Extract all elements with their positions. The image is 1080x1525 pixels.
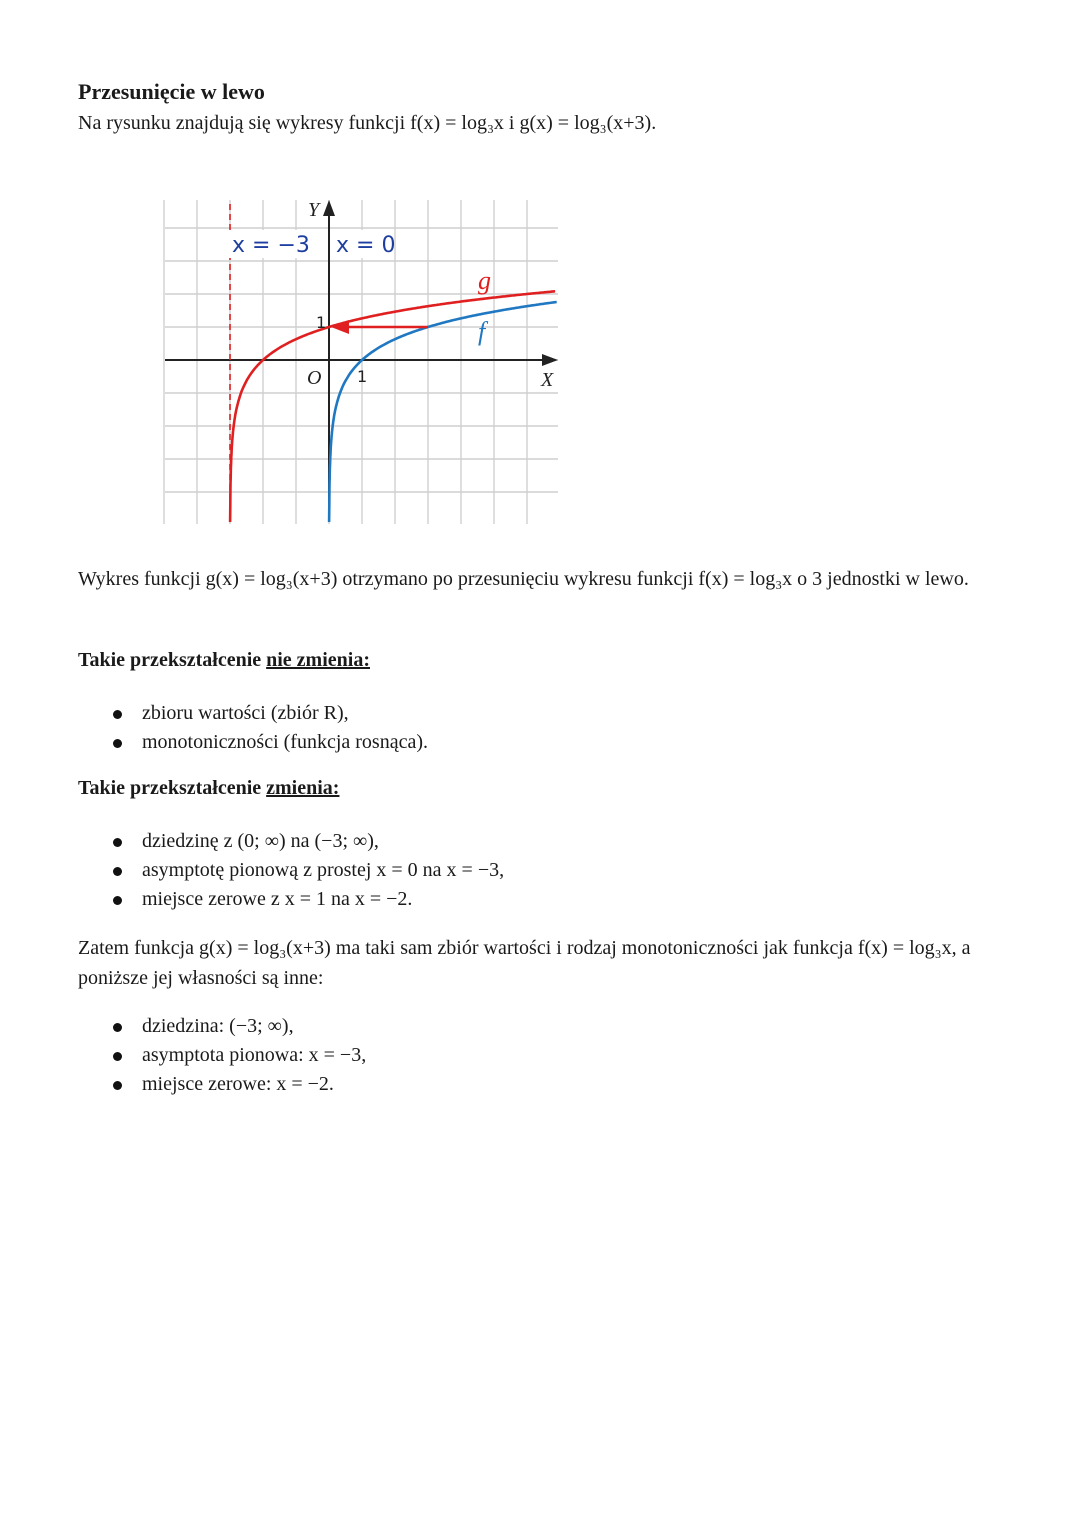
caption-text: Wykres funkcji g(x) = log₃(x+3) otrzymano po przesunięciu wykresu funkcji f(x) = log₃x o 3 jednostki w lewo. [78,568,969,590]
changed-list [78,827,1008,914]
curve-f [329,302,557,522]
summary-block [78,933,1008,993]
list-item: miejsce zerowe z x = 1 na x = −2. [78,885,1008,914]
tick-x-label: 1 [357,367,368,386]
properties-list [78,1012,1008,1099]
list-item: asymptota pionowa: x = −3, [78,1041,1008,1070]
shift-arrow-icon [331,320,349,334]
tick-y-label: 1 [316,313,327,332]
list-item: monotoniczności (funkcja rosnąca). [78,728,1008,757]
curve-f-label: f [478,317,486,346]
x-axis-arrow-icon [542,354,558,366]
section-unchanged [78,645,1008,757]
asymptote-g-label: x = −3 [232,233,310,258]
heading-prefix: Takie przekształcenie [78,777,267,799]
section-changed [78,773,1008,914]
page [78,78,1008,138]
summary-text: Zatem funkcja g(x) = log₃(x+3) ma taki sam zbiór wartości i rodzaj monotoniczności jak funkcja f(x) = log₃x, a poniższe jej własności są inne: [78,937,971,989]
list-item: asymptotę pionową z prostej x = 0 na x = −3, [78,856,1008,885]
y-axis-label: Y [308,199,320,221]
graph-svg [160,192,570,532]
x-axis-label: X [541,369,554,391]
caption-block [78,564,1008,594]
intro-text: Na rysunku znajdują się wykresy funkcji f(x) = log₃x i g(x) = log₃(x+3). [78,112,657,134]
origin-label: O [307,367,322,389]
heading-prefix: Takie przekształcenie [78,649,267,671]
y-axis-arrow-icon [323,200,335,216]
list-item: miejsce zerowe: x = −2. [78,1070,1008,1099]
properties-block [78,1012,1008,1099]
unchanged-list [78,699,1008,757]
heading-underlined: zmienia: [266,777,340,799]
asymptote-f-label: x = 0 [336,233,396,258]
function-graph-figure [160,192,570,532]
section-changed-heading [78,773,1008,803]
list-item: dziedzinę z (0; ∞) na (−3; ∞), [78,827,1008,856]
heading-underlined: nie zmienia: [266,649,370,671]
list-item: zbioru wartości (zbiór R), [78,699,1008,728]
page-title: Przesunięcie w lewo [78,79,265,104]
curve-g-label: g [478,266,491,295]
section-unchanged-heading [78,645,1008,675]
list-item: dziedzina: (−3; ∞), [78,1012,1008,1041]
